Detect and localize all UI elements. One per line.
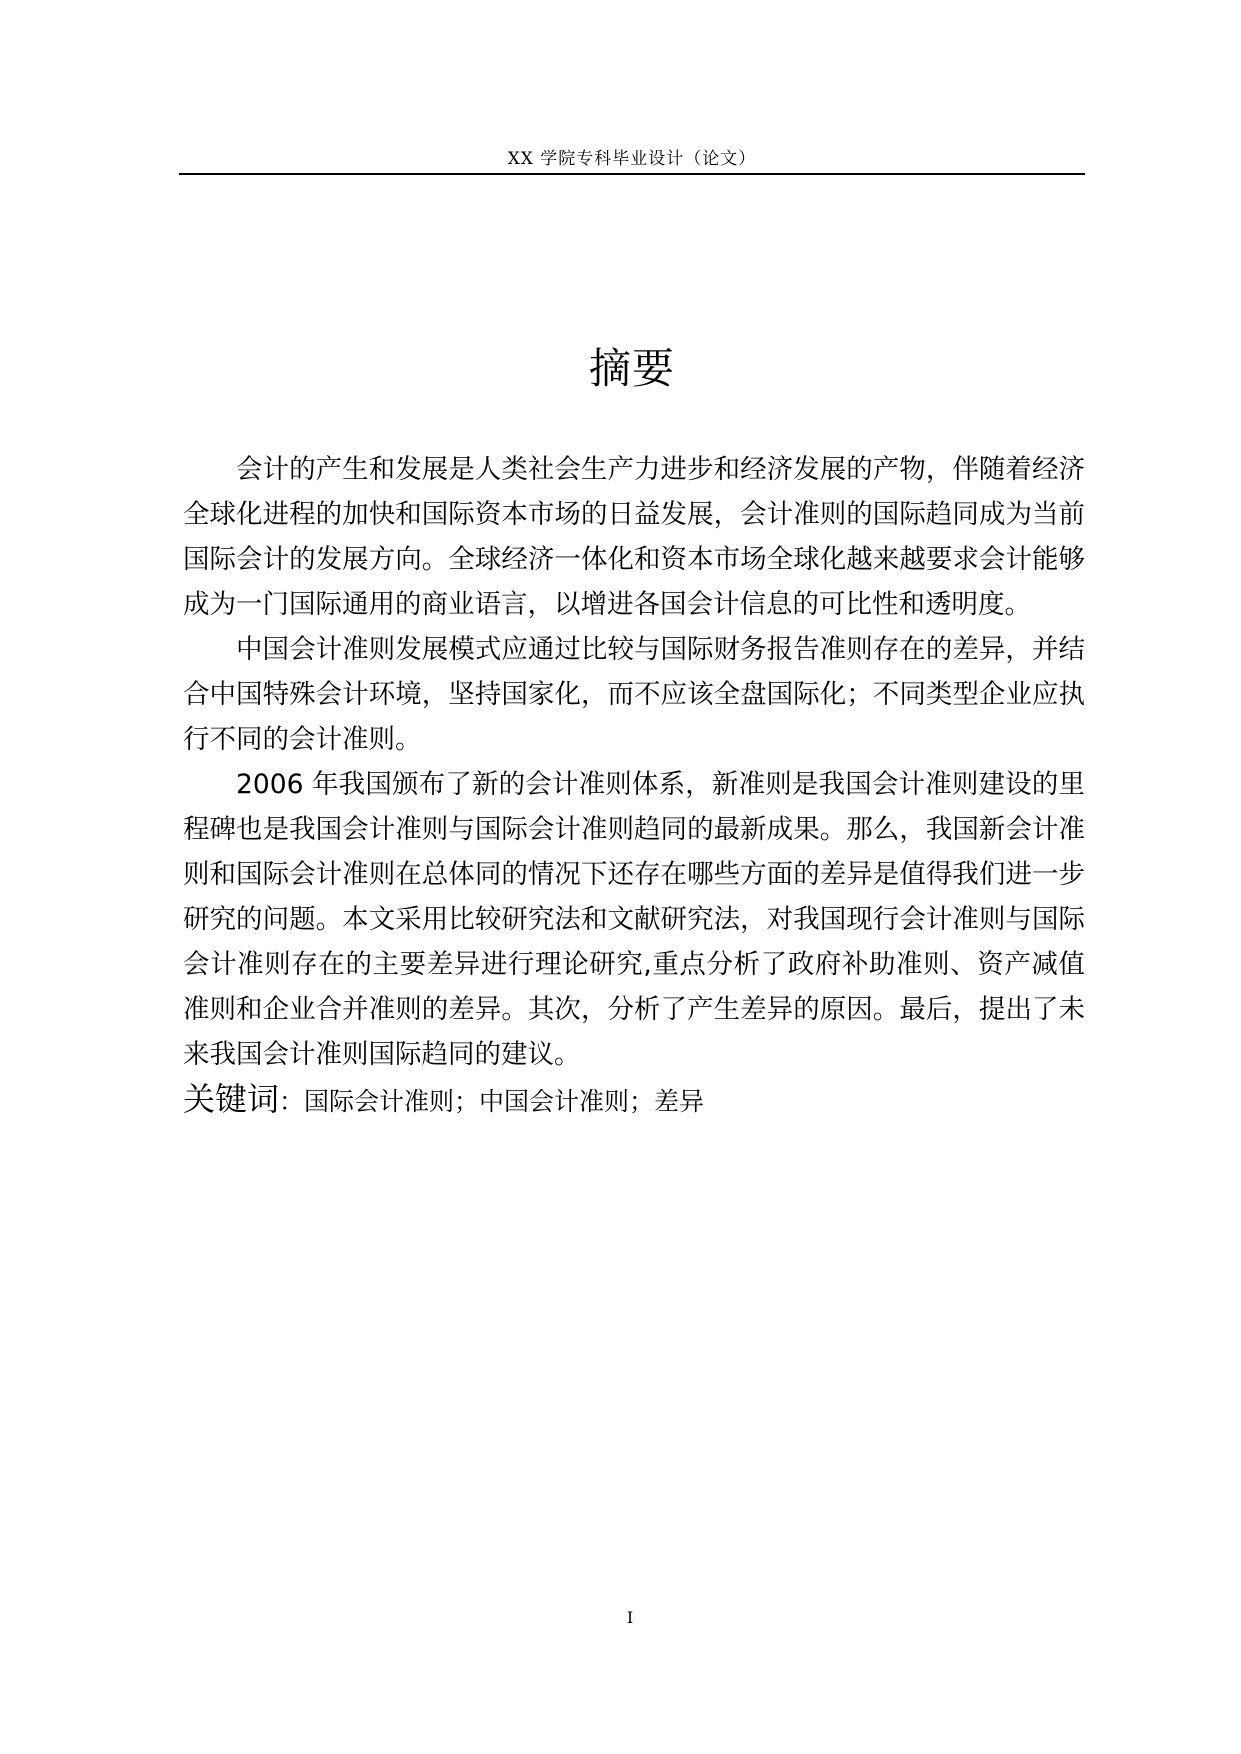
abstract-paragraph-2: 中国会计准则发展模式应通过比较与国际财务报告准则存在的差异，并结合中国特殊会计环境，坚持国家化，而不应该全盘国际化；不同类型企业应执行不同的会计准则。 <box>183 634 1085 755</box>
keywords-colon: ： <box>279 1087 305 1116</box>
header-rule <box>179 173 1085 175</box>
abstract-body <box>183 447 1085 1124</box>
page-number: I <box>626 1608 634 1627</box>
abstract-title: 摘要 <box>588 344 675 393</box>
keywords-line <box>183 1077 1085 1124</box>
keywords-value: 国际会计准则；中国会计准则；差异 <box>304 1087 705 1116</box>
keywords-label: 关键词 <box>183 1080 280 1118</box>
abstract-paragraph-1: 会计的产生和发展是人类社会生产力进步和经济发展的产物，伴随着经济全球化进程的加快和国际资本市场的日益发展，会计准则的国际趋同成为当前国际会计的发展方向。全球经济一体化和资本市场全球化越来越要求会计能够成为一门国际通用的商业语言，以增进各国会计信息的可比性和透明度。 <box>183 454 1085 620</box>
abstract-paragraph-3: 2006 年我国颁布了新的会计准则体系，新准则是我国会计准则建设的里程碑也是我国会计准则与国际会计准则趋同的最新成果。那么，我国新会计准则和国际会计准则在总体同的情况下还存在哪些方面的差异是值得我们进一步研究的问题。本文采用比较研究法和文献研究法，对我国现行会计准则与国际会计准则存在的主要差异进行理论研究,重点分析了政府补助准则、资产减值准则和企业合并准则的差异。其次，分析了产生差异的原因。最后，提出了未来我国会计准则国际趋同的建议。 <box>183 769 1085 1070</box>
running-header: XX 学院专科毕业设计（论文） <box>507 149 757 169</box>
